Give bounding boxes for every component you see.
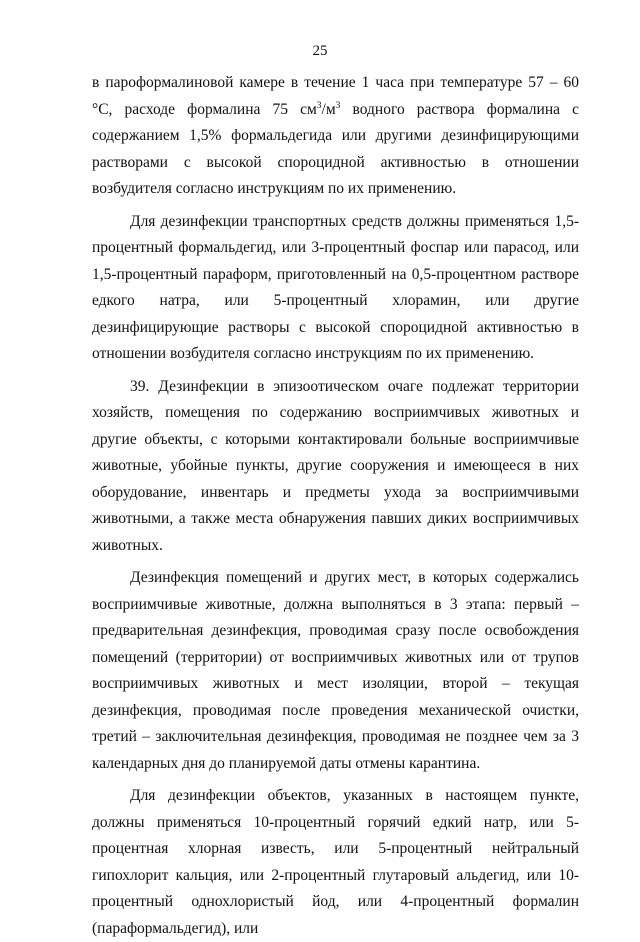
paragraph-1-text-start: в пароформалиновой камере в течение 1 часа при температуре 57 – 60 °С, расходе формалина 75 см [92,74,579,118]
paragraph-3: 39. Дезинфекции в эпизоотическом очаге подлежат территории хозяйств, помещения по содержанию восприимчивых животных и другие объекты, с которыми контактировали больные восприимчивые животные, убойные пункты, другие сооружения и имеющееся в них оборудование, инвентарь и предметы ухода за восприимчивыми животными, а также места обнаружения павших диких восприимчивых животных. [92,377,579,554]
page-number: 25 [312,43,328,59]
paragraph-1 [92,70,579,203]
paragraph-4: Дезинфекция помещений и других мест, в которых содержались восприимчивые животные, должна выполняться в 3 этапа: первый – предварительная дезинфекция, проводимая сразу после освобождения помещений (территории) от восприимчивых животных или от трупов восприимчивых животных и мест изоляции, второй – текущая дезинфекция, проводимая после проведения механической очистки, третий – заключительная дезинфекция, проводимая не позднее чем за 3 календарных дня до планируемой даты отмены карантина. [92,569,579,772]
paragraph-1-text-end: водного раствора формалина с содержанием 1,5% формальдегида или другими дезинфицирующими растворами с высокой спороцидной активностью в отношении возбудителя согласно инструкциям по их применению. [92,100,579,197]
document-body [92,70,579,942]
paragraph-1-unit: /м [321,100,336,118]
superscript-3: 3 [316,100,322,111]
superscript-3: 3 [335,100,341,111]
paragraph-2: Для дезинфекции транспортных средств должны применяться 1,5-процентный формальдегид, или 3-процентный фоспар или парасод, или 1,5-процентный параформ, приготовленный на 0,5-процентном растворе едкого натра, или 5-процентный хлорамин, или другие дезинфицирующие растворы с высокой спороцидной активностью в отношении возбудителя согласно инструкциям по их применению. [92,212,579,362]
paragraph-5: Для дезинфекции объектов, указанных в настоящем пункте, должны применяться 10-процентный горячий едкий натр, или 5-процентная хлорная известь, или 5-процентный нейтральный гипохлорит кальция, или 2-процентный глутаровый альдегид, или 10-процентный однохлористый йод, или 4-процентный формалин (параформальдегид), или [92,787,579,937]
